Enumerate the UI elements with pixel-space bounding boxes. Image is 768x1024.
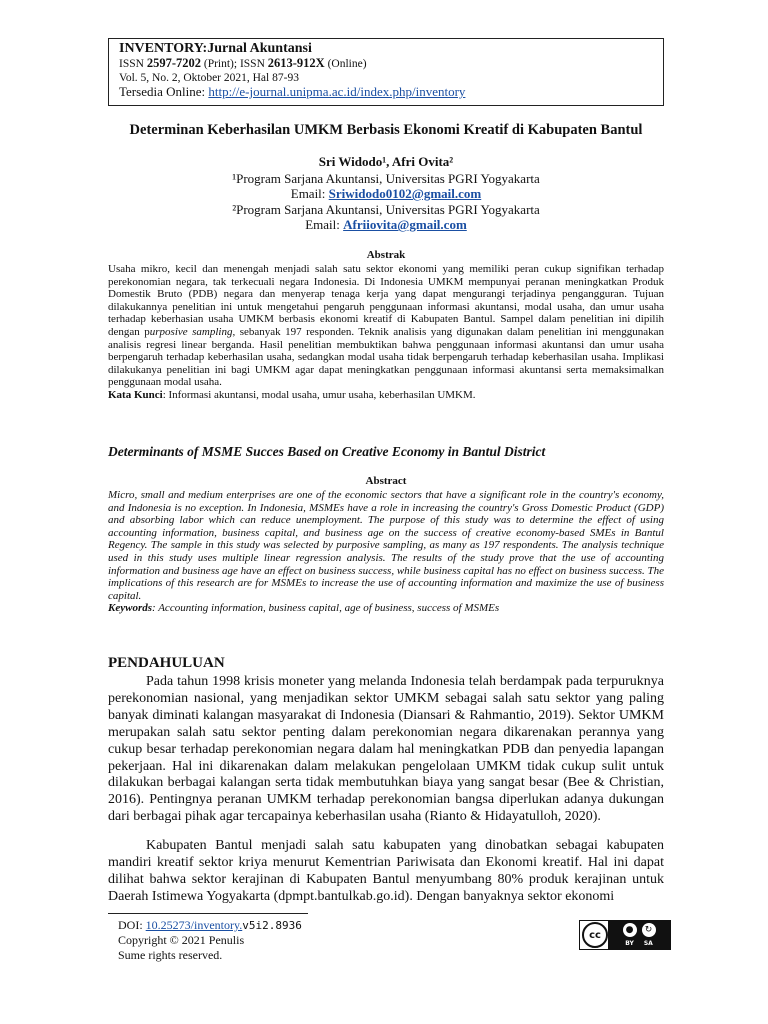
footer xyxy=(118,918,302,963)
cc-sa-label: SA xyxy=(643,940,653,947)
abstract-keywords: : Accounting information, business capital, age of business, success of MSMEs xyxy=(152,602,500,615)
share-alike-icon: ↻ xyxy=(642,923,656,937)
section-heading-pendahuluan: PENDAHULUAN xyxy=(108,655,225,671)
journal-online: Tersedia Online: http://e-journal.unipma.ac.id/index.php/inventory xyxy=(119,84,466,99)
cc-license-badge[interactable] xyxy=(579,920,671,950)
author-block xyxy=(108,154,664,233)
footer-rule xyxy=(108,913,308,914)
paper-title: Determinan Keberhasilan UMKM Berbasis Ekonomi Kreatif di Kabupaten Bantul xyxy=(129,122,643,138)
rights-text: Sume rights reserved. xyxy=(118,948,223,962)
journal-header-box xyxy=(108,38,664,106)
affiliation-2: ²Program Sarjana Akuntansi, Universitas PGRI Yogyakarta xyxy=(232,201,540,217)
email-1-link[interactable]: Sriwidodo0102@gmail.com xyxy=(328,186,482,201)
attribution-person-icon: ● xyxy=(623,923,637,937)
cc-logo-icon: cc xyxy=(582,922,608,948)
email-2: Email: Afriiovita@gmail.com xyxy=(305,217,467,232)
author-names: Sri Widodo¹, Afri Ovita² xyxy=(318,154,454,169)
pendahuluan-paragraph-1: Pada tahun 1998 krisis moneter yang melanda Indonesia telah berdampak pada terpuruknya perekonomian nasional, yang menjadikan sektor UMKM sebagai salah satu sektor yang paling banyak diminati kalangan masyarakat di Indonesia (Diansari & Rahmantio, 2019). Sektor UMKM merupakan salah satu sektor penting dalam perekonomian negara dikarenakan perannya yang cukup besar terhadap perekonomian negara dalam hal meningkatkan PDB dan penyedia lapangan pekerjaan. Hal ini dikarenakan dalam melakukan pengelolaan UMKM tidak cukup sulit untuk dilakukan berbagai kalangan serta tidak membutuhkan biaya yang sangat besar (Bee & Christian, 2016). Pentingnya peranan UMKM terhadap perekonomian bangsa diperlukan adanya dukungan dari berbagai pihak agar tercapainya keberhasilan usaha (Rianto & Hidayatulloh, 2020). xyxy=(108,674,664,825)
doi-line: DOI: 10.25273/inventory.v5i2.8936 xyxy=(118,918,302,932)
abstrak-keyword-label: Kata Kunci xyxy=(108,388,163,401)
journal-title: INVENTORY:Jurnal Akuntansi xyxy=(119,41,312,56)
doi-link[interactable]: 10.25273/inventory. xyxy=(145,918,243,932)
email-2-link[interactable]: Afriiovita@gmail.com xyxy=(343,217,467,232)
abstract-body: Micro, small and medium enterprises are one of the economic sectors that have a significant role in the country's economy, and Indonesia is no exception. In Indonesia, MSMEs have a role in increasing the country's Gross Domestic Product (GDP) and absorbing labor which can reduce unemployment. The purpose of this study was to determine the effect of using accounting information, business capital, and business age on the success of creative economy-based SMEs in Bantul Regency. The sample in this study was selected by purposive sampling, as many as 197 respondents. The analysis technique used in this study uses multiple linear regression analysis. The results of the study prove that the use of accounting information and business age have an effect on business success, while business capital has no effect on business success. The implications of this research are for MSMEs to increase the use of accounting information and maximize the use of business capital. Keywords: Accounting information, business capital, age of business, success of MSMEs xyxy=(108,489,664,615)
abstrak-heading: Abstrak xyxy=(366,249,406,261)
journal-url-link[interactable]: http://e-journal.unipma.ac.id/index.php/inventory xyxy=(208,84,466,99)
abstract-heading: Abstract xyxy=(365,475,407,487)
english-title: Determinants of MSME Succes Based on Creative Economy in Bantul District xyxy=(108,444,546,459)
journal-volume: Vol. 5, No. 2, Oktober 2021, Hal 87-93 xyxy=(119,72,299,84)
copyright-text: Copyright © 2021 Penulis xyxy=(118,933,245,947)
abstrak-body: Usaha mikro, kecil dan menengah menjadi salah satu sektor ekonomi yang memiliki peran cukup signifikan terhadap perekonomian negara, tak terkecuali negara Indonesia. Di Indonesia UMKM mempunyai peranan meningkatkan Produk Domestik Bruto (PDB) negara dan menyerap tenaga kerja yang dapat mengurangi terjadinya pengangguran. Tujuan dilakukannya penelitian ini untuk mengetahui pengaruh penggunaan informasi akuntansi, modal usaha, dan umur usaha terhadap keberhasian usaha UMKM berbasis ekonomi kreatif di Kabupaten Bantul. Sampel dalam penelitian ini dipilih dengan purposive sampling, sebanyak 197 responden. Teknik analisis yang digunakan dalam penelitian ini menggunakan analisis regresi linear berganda. Hasil penelitian membuktikan bahwa penggunaan informasi akuntansi dan umur usaha berpengaruh terhadap keberhasilan usaha, sedangkan modal usaha tidak berpengaruh terhadap keberhasilan usaha. Implikasi dilakukanya penelitian ini bagi UMKM agar dapat meningkatkan penggunaan informasi akuntansi serta memaksimalkan penggunaan modal usaha. Kata Kunci: Informasi akuntansi, modal usaha, umur usaha, keberhasilan UMKM. xyxy=(108,263,664,401)
abstrak-keywords: : Informasi akuntansi, modal usaha, umur usaha, keberhasilan UMKM. xyxy=(162,388,476,401)
pendahuluan-paragraph-2: Kabupaten Bantul menjadi salah satu kabupaten yang dinobatkan sebagai kabupaten mandiri kreatif sektor kriya menurut Kementrian Pariwisata dan Ekonomi kreatif. Hal ini dapat dilihat bahwa sektor kerajinan di Kabupaten Bantul menyumbang 80% produk kerajinan untuk Daerah Istimewa Yogyakarta (dpmpt.bantulkab.go.id). Dengan banyaknya sektor ekonomi xyxy=(108,838,664,904)
abstract-keyword-label: Keywords xyxy=(108,602,152,615)
email-1: Email: Sriwidodo0102@gmail.com xyxy=(290,186,482,201)
cc-by-label: BY xyxy=(625,940,634,947)
affiliation-1: ¹Program Sarjana Akuntansi, Universitas PGRI Yogyakarta xyxy=(232,170,540,186)
journal-issn: ISSN 2597-7202 (Print); ISSN 2613-912X (Online) xyxy=(119,56,367,70)
